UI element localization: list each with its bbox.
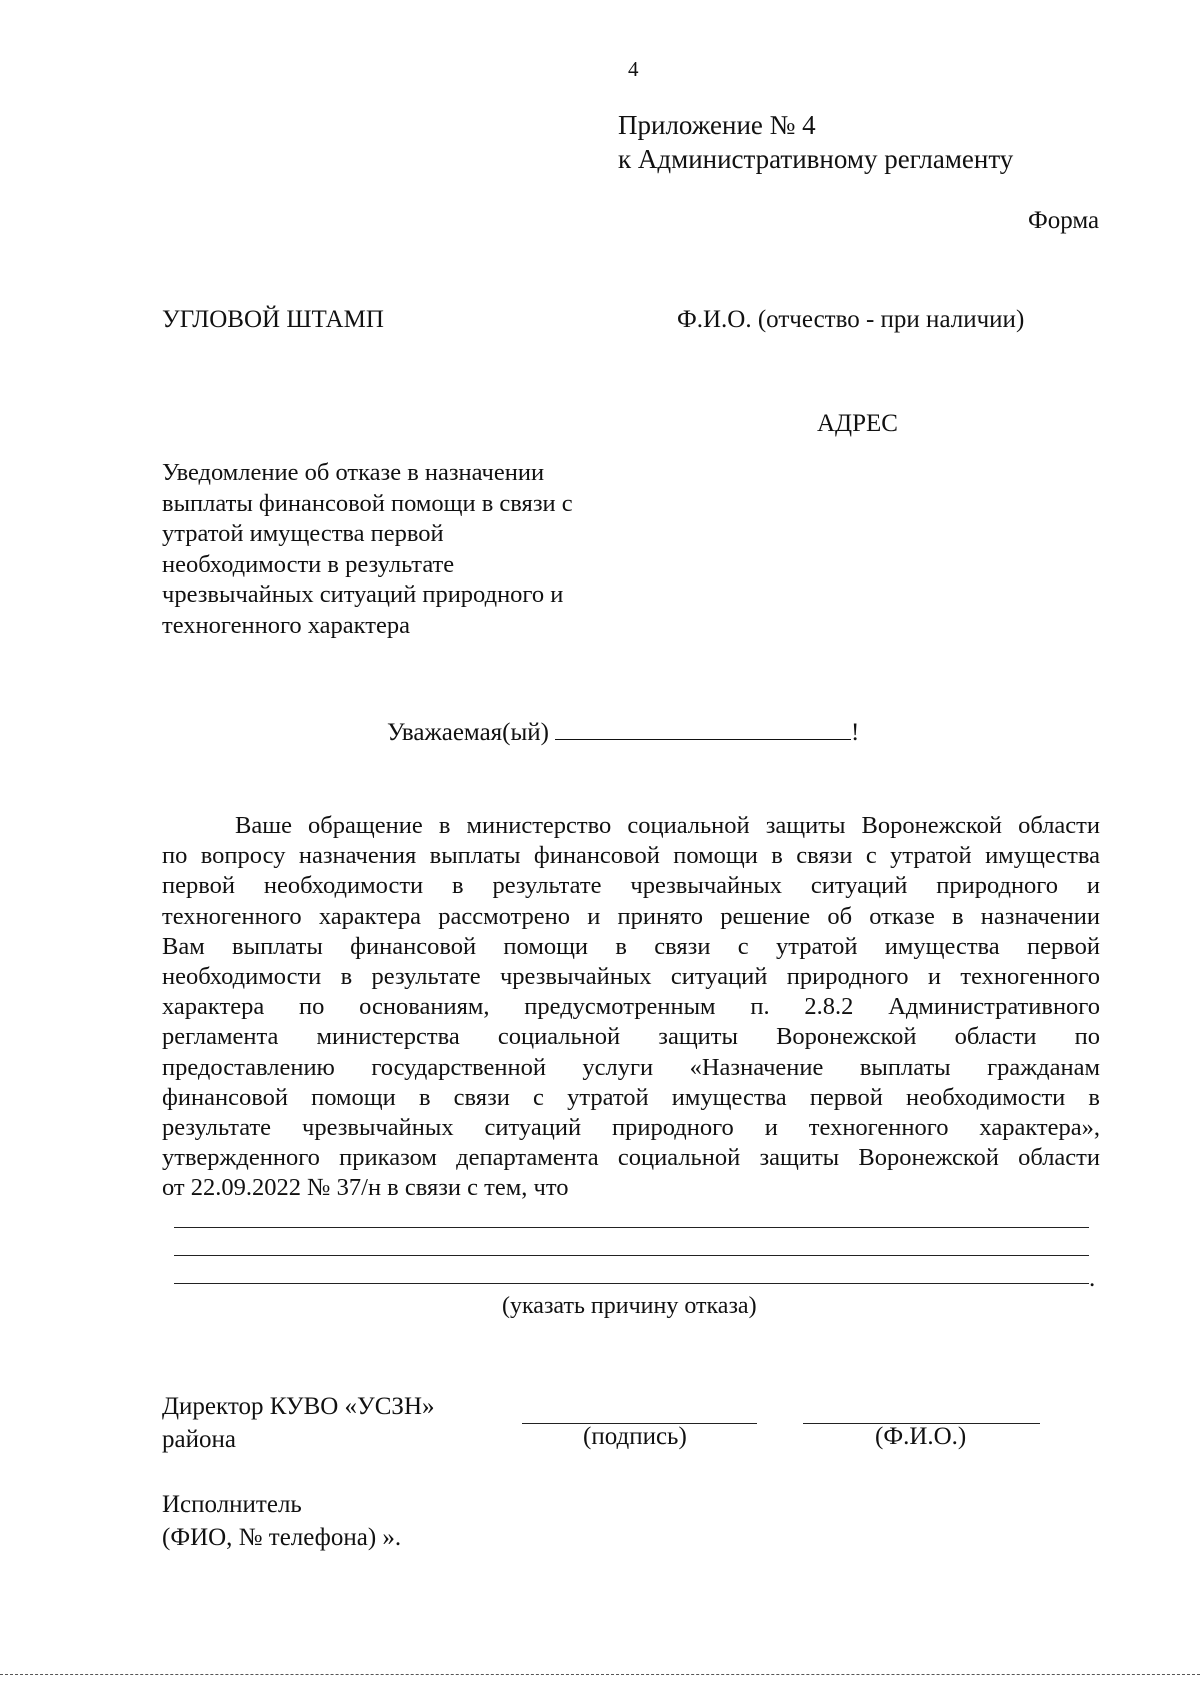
executor-label: Исполнитель bbox=[162, 1491, 302, 1518]
page-bottom-edge bbox=[0, 1674, 1200, 1675]
executor-block bbox=[162, 1488, 401, 1554]
body-line: Вам выплаты финансовой помощи в связи с утратой имущества первой bbox=[162, 932, 1100, 960]
page-number: 4 bbox=[628, 57, 639, 81]
signatory-title: Директор КУВО «УСЗН» bbox=[162, 1393, 435, 1420]
notice-body bbox=[162, 811, 1100, 1203]
subject-line: техногенного характера bbox=[162, 611, 410, 639]
greeting bbox=[387, 713, 859, 748]
body-line: результате чрезвычайных ситуаций природного и техногенного характера», bbox=[162, 1113, 1100, 1141]
appendix-title: Приложение № 4 bbox=[618, 110, 816, 140]
name-caption: (Ф.И.О.) bbox=[875, 1423, 967, 1450]
reason-blank-line bbox=[174, 1283, 1089, 1284]
signature-caption: (подпись) bbox=[583, 1423, 687, 1450]
subject-line: чрезвычайных ситуаций природного и bbox=[162, 581, 564, 608]
executor-contact: (ФИО, № телефона) ». bbox=[162, 1524, 402, 1551]
notice-subject bbox=[162, 458, 573, 641]
body-line: от 22.09.2022 № 37/н в связи с тем, что bbox=[162, 1174, 569, 1202]
reason-blank-line bbox=[174, 1255, 1089, 1256]
body-line: предоставлению государственной услуги «Назначение выплаты гражданам bbox=[162, 1053, 1100, 1081]
recipient-address-field: АДРЕС bbox=[817, 410, 898, 437]
addressee-blank-line bbox=[555, 713, 851, 740]
subject-line: утратой имущества первой bbox=[162, 520, 444, 547]
appendix-header bbox=[618, 108, 1013, 176]
body-line: характера по основаниям, предусмотренным п. 2.8.2 Административного bbox=[162, 993, 1100, 1021]
recipient-name-field: Ф.И.О. (отчество - при наличии) bbox=[677, 306, 1025, 333]
reason-caption: (указать причину отказа) bbox=[502, 1293, 757, 1319]
greeting-text: Уважаемая(ый) bbox=[387, 719, 549, 746]
signatory-district: района bbox=[162, 1426, 236, 1453]
body-line: по вопросу назначения выплаты финансовой помощи в связи с утратой имущества bbox=[162, 842, 1100, 870]
subject-line: выплаты финансовой помощи в связи с bbox=[162, 489, 573, 517]
body-line: Ваше обращение в министерство социальной защиты Воронежской области bbox=[235, 812, 1100, 839]
body-line: необходимости в результате чрезвычайных ситуаций природного и техногенного bbox=[162, 962, 1100, 990]
subject-line: необходимости в результате bbox=[162, 550, 455, 578]
form-label: Форма bbox=[1028, 207, 1100, 234]
signatory-position bbox=[162, 1390, 435, 1456]
body-line: техногенного характера рассмотрено и принято решение об отказе в назначении bbox=[162, 902, 1100, 930]
body-line: утвержденного приказом департамента социальной защиты Воронежской области bbox=[162, 1144, 1100, 1172]
reason-end-mark: . bbox=[1089, 1265, 1096, 1292]
appendix-reference: к Административному регламенту bbox=[618, 144, 1014, 174]
body-line: первой необходимости в результате чрезвычайных ситуаций природного и bbox=[162, 872, 1100, 900]
body-line: регламента министерства социальной защиты Воронежской области по bbox=[162, 1023, 1100, 1051]
body-line: финансовой помощи в связи с утратой имущества первой необходимости в bbox=[162, 1083, 1100, 1111]
subject-line: Уведомление об отказе в назначении bbox=[162, 459, 545, 486]
greeting-exclamation: ! bbox=[851, 719, 860, 746]
reason-blank-line bbox=[174, 1227, 1089, 1228]
corner-stamp-placeholder: УГЛОВОЙ ШТАМП bbox=[162, 306, 384, 333]
